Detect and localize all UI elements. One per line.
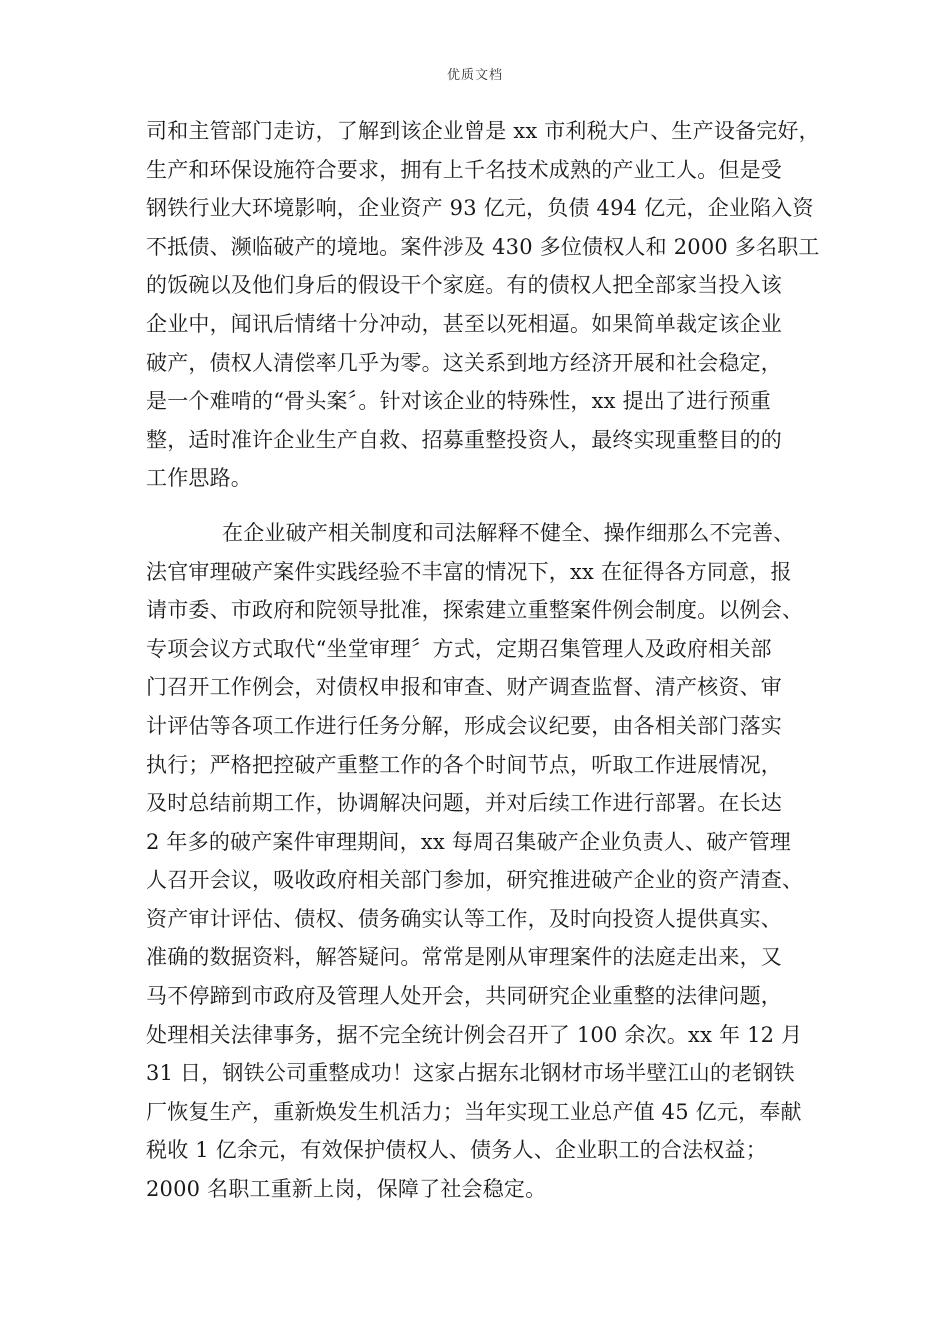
text-line: 处理相关法律事务，据不完全统计例会召开了 100 余次。xx 年 12 月 (146, 1022, 803, 1047)
paragraph-2 (146, 514, 814, 1209)
text-line: 破产，债权人清偿率几乎为零。这关系到地方经济开展和社会稳定， (146, 350, 782, 375)
text-line: 税收 1 亿余元，有效保护债权人、债务人、企业职工的合法权益； (146, 1138, 767, 1163)
page-header: 优质文档 (446, 68, 503, 83)
text-line: 厂恢复生产，重新焕发生机活力；当年实现工业总产值 45 亿元，奉献 (146, 1099, 802, 1124)
text-line: 不抵债、濒临破产的境地。案件涉及 430 多位债权人和 2000 多名职工 (146, 234, 820, 259)
text-line: 法官审理破产案件实践经验不丰富的情况下，xx 在征得各方同意，报 (146, 559, 792, 584)
text-line: 是一个难啃的“骨头案〞。针对该企业的特殊性，xx 提出了进行预重 (146, 389, 771, 414)
paragraph-spacer (146, 498, 814, 514)
text-line: 执行；严格把控破产重整工作的各个时间节点，听取工作进展情况， (146, 752, 782, 777)
text-line: 专项会议方式取代“坐堂审理〞方式，定期召集管理人及政府相关部 (146, 636, 772, 661)
text-line: 请市委、市政府和院领导批准，探索建立重整案件例会制度。以例会、 (146, 598, 804, 623)
text-line: 人召开会议，吸收政府相关部门参加，研究推进破产企业的资产清查、 (146, 868, 804, 893)
text-line: 31 日，钢铁公司重整成功！这家占据东北钢材市场半壁江山的老钢铁 (146, 1061, 795, 1086)
text-line: 准确的数据资料，解答疑问。常常是刚从审理案件的法庭走出来，又 (146, 945, 782, 970)
text-line: 企业中，闻讯后情绪十分冲动，甚至以死相逼。如果简单裁定该企业 (146, 311, 782, 336)
text-line: 的饭碗以及他们身后的假设干个家庭。有的债权人把全部家当投入该 (146, 273, 782, 298)
paragraph-1 (146, 112, 820, 498)
text-line: 门召开工作例会，对债权申报和审查、财产调查监督、清产核资、审 (146, 675, 782, 700)
document-body (146, 112, 820, 1209)
text-line: 及时总结前期工作，协调解决问题，并对后续工作进行部署。在长达 (146, 791, 782, 816)
text-line: 计评估等各项工作进行任务分解，形成会议纪要，由各相关部门落实 (146, 713, 782, 738)
text-line: 司和主管部门走访，了解到该企业曾是 xx 市利税大户、生产设备完好， (146, 119, 820, 143)
text-line: 马不停蹄到市政府及管理人处开会，共同研究企业重整的法律问题， (146, 984, 782, 1009)
text-line: 资产审计评估、债权、债务确实认等工作，及时向投资人提供真实、 (146, 906, 782, 931)
text-line-indented: 在企业破产相关制度和司法解释不健全、操作细那么不完善、 (222, 520, 795, 545)
text-line: 工作思路。 (146, 466, 252, 491)
text-line: 2 年多的破产案件审理期间，xx 每周召集破产企业负责人、破产管理 (146, 829, 791, 854)
text-line: 钢铁行业大环境影响，企业资产 93 亿元，负债 494 亿元，企业陷入资 (146, 196, 814, 221)
text-line: 生产和环保设施符合要求，拥有上千名技术成熟的产业工人。但是受 (146, 157, 782, 182)
text-line: 整，适时准许企业生产自救、招募重整投资人，最终实现重整目的的 (146, 427, 782, 452)
text-line: 2000 名职工重新上岗，保障了社会稳定。 (146, 1177, 547, 1202)
